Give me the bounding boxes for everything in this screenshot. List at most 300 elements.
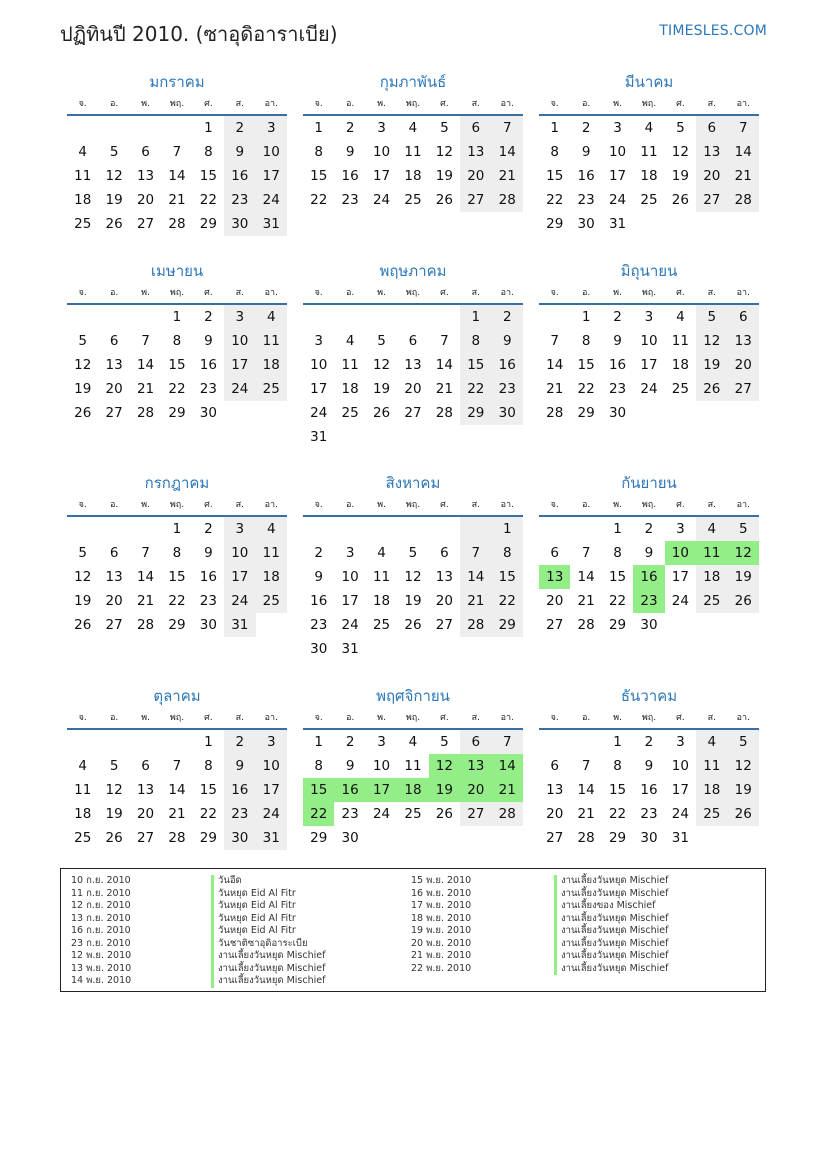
day-cell: 11 xyxy=(404,144,422,160)
day-cell: 29 xyxy=(310,830,328,846)
day-cell: 25 xyxy=(256,589,287,613)
empty-cell xyxy=(570,517,601,541)
weekday-label: พ. xyxy=(141,288,150,298)
empty-cell xyxy=(665,212,696,236)
weekday-label: จ. xyxy=(550,500,559,510)
legend-date: 13 พ.ย. 2010 xyxy=(71,962,132,974)
day-cell: 8 xyxy=(204,758,213,774)
day-cell: 25 xyxy=(74,216,92,232)
day-cell: 13 xyxy=(546,782,564,798)
day-cell: 14 xyxy=(492,140,523,164)
day-cell: 21 xyxy=(168,806,186,822)
day-cell: 7 xyxy=(141,545,150,561)
day-cell: 23 xyxy=(199,381,217,397)
day-cell: 7 xyxy=(172,758,182,774)
day-cell: 14 xyxy=(460,565,491,589)
day-cell: 11 xyxy=(74,168,92,184)
day-cell: 4 xyxy=(644,120,654,136)
day-cell: 11 xyxy=(671,333,689,349)
day-cell: 10 xyxy=(372,758,391,774)
weekday-label: พ. xyxy=(141,99,150,109)
day-cell: 16 xyxy=(492,353,523,377)
day-cell: 4 xyxy=(345,333,355,349)
weekday-label: จ. xyxy=(314,713,323,723)
day-cell: 2 xyxy=(581,120,591,136)
day-cell: 15 xyxy=(577,357,595,373)
day-cell: 1 xyxy=(492,517,523,541)
day-cell: 15 xyxy=(492,565,523,589)
weekday-label: จ. xyxy=(550,99,559,109)
weekday-label: พฤ. xyxy=(641,500,657,510)
day-cell: 15 xyxy=(310,168,328,184)
day-cell: 12 xyxy=(404,569,422,585)
day-cell: 12 xyxy=(429,754,460,778)
day-cell: 12 xyxy=(74,357,92,373)
day-cell: 29 xyxy=(168,405,186,421)
day-grid xyxy=(67,730,287,850)
legend-date: 19 พ.ย. 2010 xyxy=(411,925,472,936)
weekday-label: อ. xyxy=(581,713,591,723)
weekday-label: พฤ. xyxy=(405,713,421,723)
day-cell: 22 xyxy=(310,192,328,208)
day-cell: 1 xyxy=(314,734,323,750)
day-cell: 1 xyxy=(613,734,622,750)
day-cell: 16 xyxy=(341,168,359,184)
empty-cell xyxy=(728,401,759,425)
day-cell: 4 xyxy=(78,144,87,160)
day-cell: 13 xyxy=(460,140,491,164)
weekday-label: พฤ. xyxy=(641,288,657,298)
day-cell: 24 xyxy=(671,806,689,822)
day-cell: 12 xyxy=(105,168,123,184)
day-grid xyxy=(67,305,287,425)
day-cell: 30 xyxy=(224,212,255,236)
day-cell: 10 xyxy=(608,144,627,160)
legend-dates-right xyxy=(411,875,471,975)
day-cell: 4 xyxy=(696,730,727,754)
day-cell: 12 xyxy=(372,357,391,373)
legend-date: 15 พ.ย. 2010 xyxy=(411,875,472,886)
day-cell: 18 xyxy=(256,353,287,377)
day-cell: 4 xyxy=(256,305,287,329)
day-cell: 2 xyxy=(345,120,355,136)
legend-date: 10 ก.ย. 2010 xyxy=(71,875,131,886)
month-name: กรกฎาคม xyxy=(144,474,210,492)
day-cell: 5 xyxy=(408,545,418,561)
day-cell: 28 xyxy=(728,188,759,212)
legend-holiday-name: งานเลี้ยงของ Mischief xyxy=(554,900,668,913)
day-cell: 10 xyxy=(372,144,391,160)
legend-date: 20 พ.ย. 2010 xyxy=(411,937,472,949)
day-cell: 6 xyxy=(460,116,491,140)
day-cell: 8 xyxy=(314,758,323,774)
day-cell: 31 xyxy=(256,212,287,236)
empty-cell xyxy=(397,637,428,661)
weekday-label: พ. xyxy=(141,713,150,723)
day-cell: 9 xyxy=(644,758,654,774)
weekday-label: พฤ. xyxy=(169,288,185,298)
weekday-label: ศ. xyxy=(676,288,685,298)
month-name: สิงหาคม xyxy=(385,474,441,492)
day-cell: 22 xyxy=(168,381,186,397)
day-cell: 27 xyxy=(435,617,453,633)
weekday-label: อ. xyxy=(345,713,355,723)
day-cell: 31 xyxy=(310,429,328,445)
day-cell: 29 xyxy=(546,216,564,232)
empty-cell xyxy=(256,401,287,425)
weekday-header xyxy=(303,495,523,517)
empty-cell xyxy=(665,401,696,425)
day-cell: 19 xyxy=(372,381,391,397)
day-cell: 3 xyxy=(256,116,287,140)
day-cell: 23 xyxy=(341,192,359,208)
legend-date: 18 พ.ย. 2010 xyxy=(411,912,472,924)
legend-date: 12 ก.ย. 2010 xyxy=(71,900,131,911)
day-cell: 7 xyxy=(492,116,523,140)
day-cell: 5 xyxy=(676,120,685,136)
weekday-label: อ. xyxy=(581,288,591,298)
legend-date: 16 พ.ย. 2010 xyxy=(411,887,472,899)
day-cell: 1 xyxy=(581,309,591,325)
day-cell: 17 xyxy=(608,168,627,184)
day-cell: 15 xyxy=(199,782,217,798)
day-cell: 23 xyxy=(224,802,255,826)
day-cell: 2 xyxy=(204,521,213,537)
empty-cell xyxy=(67,517,98,541)
empty-cell xyxy=(98,305,129,329)
day-cell: 19 xyxy=(404,593,422,609)
day-cell: 20 xyxy=(136,192,155,208)
empty-cell xyxy=(334,425,365,449)
day-cell: 15 xyxy=(608,569,627,585)
weekday-header xyxy=(67,708,287,730)
day-cell: 2 xyxy=(492,305,523,329)
day-cell: 3 xyxy=(676,734,685,750)
day-cell: 6 xyxy=(728,305,759,329)
day-cell: 1 xyxy=(550,120,559,136)
day-cell: 6 xyxy=(408,333,418,349)
empty-cell xyxy=(366,637,397,661)
day-cell: 16 xyxy=(577,168,595,184)
day-cell: 22 xyxy=(492,589,523,613)
day-cell: 1 xyxy=(172,521,182,537)
day-cell: 16 xyxy=(310,593,328,609)
empty-cell xyxy=(130,305,161,329)
day-cell: 20 xyxy=(460,778,491,802)
day-cell: 3 xyxy=(256,730,287,754)
day-cell: 18 xyxy=(256,565,287,589)
legend-date: 11 ก.ย. 2010 xyxy=(71,887,131,899)
day-cell: 10 xyxy=(640,333,658,349)
day-cell: 9 xyxy=(644,545,654,561)
weekday-label: จ. xyxy=(78,713,87,723)
day-cell: 27 xyxy=(546,830,564,846)
site-link[interactable]: TIMESLES.COM xyxy=(659,23,767,39)
day-cell: 8 xyxy=(492,541,523,565)
weekday-label: อา. xyxy=(500,99,514,109)
day-cell: 3 xyxy=(314,333,323,349)
legend-holiday-name: วันหยุด Eid Al Fitr xyxy=(211,913,325,926)
day-cell: 21 xyxy=(492,164,523,188)
weekday-label: จ. xyxy=(78,500,87,510)
day-cell: 11 xyxy=(74,782,92,798)
day-cell: 30 xyxy=(199,617,217,633)
day-cell: 8 xyxy=(613,758,622,774)
day-cell: 20 xyxy=(728,353,759,377)
empty-cell xyxy=(67,116,98,140)
day-cell: 21 xyxy=(492,778,523,802)
day-cell: 5 xyxy=(109,758,119,774)
day-cell: 8 xyxy=(314,144,323,160)
day-cell: 4 xyxy=(676,309,685,325)
day-cell: 18 xyxy=(372,593,391,609)
day-cell: 9 xyxy=(204,545,213,561)
day-cell: 11 xyxy=(696,754,727,778)
legend-names-left xyxy=(211,875,325,988)
day-cell: 4 xyxy=(377,545,386,561)
day-cell: 16 xyxy=(224,164,255,188)
day-cell: 24 xyxy=(671,593,689,609)
day-cell: 7 xyxy=(550,333,559,349)
day-cell: 21 xyxy=(728,164,759,188)
day-cell: 18 xyxy=(74,806,92,822)
weekday-label: ศ. xyxy=(440,99,449,109)
day-cell: 9 xyxy=(581,144,591,160)
day-cell: 18 xyxy=(696,778,727,802)
month-block xyxy=(67,259,287,425)
weekday-label: จ. xyxy=(314,288,323,298)
day-cell: 11 xyxy=(404,758,422,774)
month-name: พฤษภาคม xyxy=(379,262,447,280)
empty-cell xyxy=(696,401,727,425)
weekday-label: ศ. xyxy=(204,288,213,298)
day-grid xyxy=(539,116,759,236)
empty-cell xyxy=(460,637,491,661)
day-cell: 8 xyxy=(550,144,559,160)
day-cell: 2 xyxy=(224,730,255,754)
legend-holiday-name: วันหยุด Eid Al Fitr xyxy=(211,900,325,913)
day-cell: 5 xyxy=(696,305,727,329)
day-cell: 6 xyxy=(696,116,727,140)
weekday-label: ส. xyxy=(707,288,716,298)
day-cell: 17 xyxy=(310,381,328,397)
empty-cell xyxy=(397,517,428,541)
year-calendar xyxy=(67,70,760,860)
day-grid xyxy=(539,730,759,850)
day-cell: 24 xyxy=(640,381,658,397)
empty-cell xyxy=(98,116,129,140)
day-cell: 21 xyxy=(577,806,595,822)
day-grid xyxy=(303,116,523,212)
weekday-label: อ. xyxy=(109,288,119,298)
day-cell: 6 xyxy=(109,545,119,561)
day-cell: 23 xyxy=(492,377,523,401)
day-cell: 9 xyxy=(224,754,255,778)
legend-holiday-name: วันอีด xyxy=(211,875,325,888)
day-cell: 3 xyxy=(345,545,355,561)
empty-cell xyxy=(492,637,523,661)
day-cell: 10 xyxy=(665,541,696,565)
day-cell: 25 xyxy=(404,192,422,208)
day-cell: 12 xyxy=(696,329,727,353)
weekday-label: จ. xyxy=(314,500,323,510)
empty-cell xyxy=(570,730,601,754)
day-cell: 17 xyxy=(372,168,391,184)
weekday-label: อา. xyxy=(500,288,514,298)
day-cell: 2 xyxy=(644,734,654,750)
empty-cell xyxy=(366,517,397,541)
day-cell: 6 xyxy=(550,758,559,774)
day-cell: 13 xyxy=(136,168,155,184)
day-cell: 9 xyxy=(492,329,523,353)
weekday-header xyxy=(303,708,523,730)
day-cell: 16 xyxy=(633,565,664,589)
day-cell: 21 xyxy=(577,593,595,609)
weekday-label: อ. xyxy=(109,99,119,109)
day-cell: 8 xyxy=(204,144,213,160)
empty-cell xyxy=(130,116,161,140)
empty-cell xyxy=(397,425,428,449)
day-cell: 21 xyxy=(435,381,453,397)
day-cell: 19 xyxy=(696,353,727,377)
day-cell: 26 xyxy=(74,617,92,633)
day-cell: 21 xyxy=(136,381,155,397)
weekday-label: อา. xyxy=(736,713,750,723)
weekday-label: อา. xyxy=(500,500,514,510)
legend-date: 17 พ.ย. 2010 xyxy=(411,900,472,911)
day-cell: 4 xyxy=(78,758,87,774)
weekday-label: อา. xyxy=(736,99,750,109)
weekday-label: ส. xyxy=(235,99,244,109)
day-grid xyxy=(303,517,523,661)
day-cell: 10 xyxy=(310,357,328,373)
day-cell: 16 xyxy=(224,778,255,802)
empty-cell xyxy=(539,730,570,754)
legend-holiday-name: งานเลี้ยงวันหยุด Mischief xyxy=(554,950,668,963)
weekday-label: ส. xyxy=(471,500,480,510)
day-cell: 24 xyxy=(341,617,359,633)
day-cell: 17 xyxy=(256,164,287,188)
empty-cell xyxy=(98,517,129,541)
weekday-label: พ. xyxy=(377,500,386,510)
day-cell: 9 xyxy=(204,333,213,349)
month-name: มีนาคม xyxy=(624,73,674,91)
weekday-label: พฤ. xyxy=(169,713,185,723)
day-cell: 19 xyxy=(671,168,689,184)
day-cell: 1 xyxy=(204,120,213,136)
page-title: ปฏิทินปี 2010. (ซาอุดิอาราเบีย) xyxy=(60,22,338,46)
weekday-label: อา. xyxy=(736,288,750,298)
weekday-label: อ. xyxy=(581,500,591,510)
legend-date: 22 พ.ย. 2010 xyxy=(411,962,472,974)
weekday-label: ศ. xyxy=(440,500,449,510)
empty-cell xyxy=(728,212,759,236)
legend-date: 14 พ.ย. 2010 xyxy=(71,975,132,986)
day-cell: 9 xyxy=(224,140,255,164)
weekday-label: อ. xyxy=(345,288,355,298)
day-cell: 31 xyxy=(341,641,359,657)
day-cell: 5 xyxy=(440,120,449,136)
day-cell: 28 xyxy=(460,613,491,637)
day-cell: 23 xyxy=(341,806,359,822)
empty-cell xyxy=(665,613,696,637)
weekday-header xyxy=(303,94,523,116)
day-cell: 1 xyxy=(613,521,622,537)
day-cell: 5 xyxy=(78,333,87,349)
month-block xyxy=(539,471,759,637)
weekday-label: พฤ. xyxy=(641,713,657,723)
empty-cell xyxy=(366,305,397,329)
day-cell: 19 xyxy=(105,192,123,208)
day-cell: 10 xyxy=(256,140,287,164)
day-cell: 14 xyxy=(136,357,155,373)
day-cell: 8 xyxy=(613,545,622,561)
day-cell: 23 xyxy=(199,593,217,609)
day-cell: 17 xyxy=(341,593,359,609)
day-cell: 17 xyxy=(224,565,255,589)
day-cell: 12 xyxy=(74,569,92,585)
day-cell: 13 xyxy=(460,754,491,778)
weekday-label: ศ. xyxy=(204,500,213,510)
day-cell: 28 xyxy=(546,405,564,421)
day-cell: 18 xyxy=(341,381,359,397)
day-cell: 15 xyxy=(460,353,491,377)
day-cell: 14 xyxy=(168,782,186,798)
day-cell: 25 xyxy=(696,589,727,613)
day-cell: 8 xyxy=(581,333,591,349)
day-cell: 20 xyxy=(404,381,422,397)
day-cell: 8 xyxy=(172,333,182,349)
day-cell: 18 xyxy=(397,778,428,802)
legend-holiday-name: งานเลี้ยงวันหยุด Mischief xyxy=(211,963,325,976)
day-cell: 18 xyxy=(404,168,422,184)
legend-holiday-name: งานเลี้ยงวันหยุด Mischief xyxy=(211,975,325,988)
day-cell: 29 xyxy=(608,830,627,846)
day-cell: 7 xyxy=(581,545,591,561)
empty-cell xyxy=(696,613,727,637)
day-cell: 23 xyxy=(640,806,658,822)
day-cell: 12 xyxy=(671,144,689,160)
day-cell: 20 xyxy=(105,381,123,397)
weekday-label: ศ. xyxy=(676,99,685,109)
day-cell: 18 xyxy=(696,565,727,589)
month-name: มิถุนายน xyxy=(620,262,678,280)
day-cell: 7 xyxy=(172,144,182,160)
day-cell: 8 xyxy=(172,545,182,561)
day-cell: 11 xyxy=(256,541,287,565)
day-cell: 26 xyxy=(728,802,759,826)
day-cell: 26 xyxy=(435,806,453,822)
day-cell: 1 xyxy=(172,309,182,325)
weekday-label: ศ. xyxy=(676,713,685,723)
day-cell: 4 xyxy=(256,517,287,541)
day-cell: 20 xyxy=(460,164,491,188)
empty-cell xyxy=(130,730,161,754)
day-cell: 12 xyxy=(105,782,123,798)
day-cell: 27 xyxy=(546,617,564,633)
day-cell: 14 xyxy=(492,754,523,778)
weekday-header xyxy=(539,283,759,305)
month-block xyxy=(303,684,523,850)
day-cell: 17 xyxy=(640,357,658,373)
day-cell: 1 xyxy=(314,120,323,136)
legend-holiday-name: งานเลี้ยงวันหยุด Mischief xyxy=(554,875,668,888)
day-cell: 27 xyxy=(696,188,727,212)
weekday-header xyxy=(539,495,759,517)
day-cell: 27 xyxy=(460,802,491,826)
day-cell: 2 xyxy=(314,545,323,561)
day-cell: 3 xyxy=(676,521,685,537)
